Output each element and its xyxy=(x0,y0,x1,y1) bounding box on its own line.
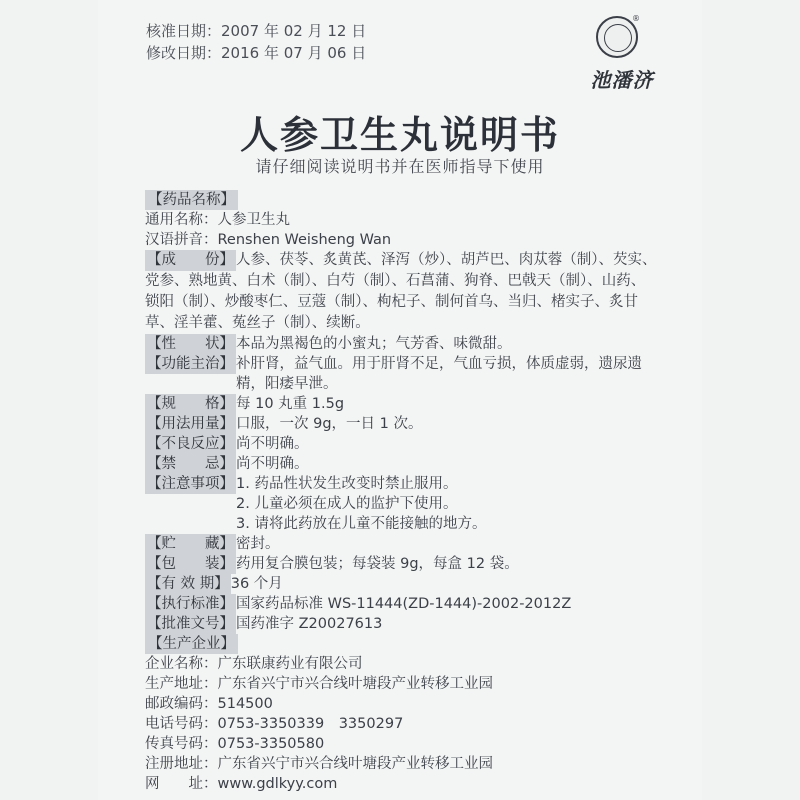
revision-date-line xyxy=(146,42,366,64)
approval-date-label: 核准日期： xyxy=(146,22,222,40)
precautions-row xyxy=(145,474,670,534)
properties-value: 本品为黑褐色的小蜜丸；气芳香、味微甜。 xyxy=(236,336,512,352)
ingredients-line-3: 锁阳（制）、炒酸枣仁、豆蔻（制）、枸杞子、制何首乌、当归、楮实子、炙甘 xyxy=(145,294,638,310)
specification-value: 每 10 丸重 1.5g xyxy=(236,396,345,412)
fax-label: 传真号码： xyxy=(145,736,218,752)
list-item: 2. 儿童必须在成人的监护下使用。 xyxy=(236,496,458,512)
storage-value: 密封。 xyxy=(236,536,280,552)
specification-row xyxy=(145,394,670,414)
company-label: 企业名称： xyxy=(145,656,218,672)
pinyin-value: Renshen Weisheng Wan xyxy=(217,232,392,248)
validity-row xyxy=(145,574,670,594)
approval-value: 国药准字 Z20027613 xyxy=(236,616,383,632)
postcode-label: 邮政编码： xyxy=(145,696,218,712)
address-row xyxy=(145,674,670,694)
standard-row xyxy=(145,594,670,614)
reg-address-value: 广东省兴宁市兴合线叶塘段产业转移工业园 xyxy=(217,756,493,772)
ingredients-line-2: 党参、熟地黄、白术（制）、白芍（制）、石菖蒲、狗脊、巴戟天（制）、山药、 xyxy=(145,273,646,289)
brand-seal-icon xyxy=(596,16,638,58)
storage-row xyxy=(145,534,670,554)
registered-mark-icon: ® xyxy=(632,14,640,23)
dosage-value: 口服，一次 9g，一日 1 次。 xyxy=(236,416,423,432)
package-value: 药用复合膜包装；每袋装 9g，每盒 12 袋。 xyxy=(236,556,519,572)
phone-row xyxy=(145,714,670,734)
adverse-value: 尚不明确。 xyxy=(236,436,309,452)
drug-name-heading: 【药品名称】 xyxy=(145,190,238,210)
page-subtitle: 请仔细阅读说明书并在医师指导下使用 xyxy=(255,157,545,176)
standard-value: 国家药品标准 WS-11444(ZD-1444)-2002-2012Z xyxy=(236,596,572,612)
manufacturer-section xyxy=(145,634,670,654)
pinyin-label: 汉语拼音： xyxy=(145,232,218,248)
storage-label: 【贮 藏】 xyxy=(147,536,234,552)
ingredients-label: 【成 份】 xyxy=(145,250,236,271)
website-link: www.gdlkyy.com xyxy=(217,776,338,792)
ingredients-text xyxy=(145,250,657,334)
contraindications-value: 尚不明确。 xyxy=(236,456,309,472)
pinyin-row xyxy=(145,230,670,250)
validity-value: 36 个月 xyxy=(230,576,283,592)
address-label: 生产地址： xyxy=(145,676,218,692)
package-row xyxy=(145,554,670,574)
list-item: 1. 药品性状发生改变时禁止服用。 xyxy=(236,476,458,492)
generic-name-row xyxy=(145,210,670,230)
postcode-row xyxy=(145,694,670,714)
indications-label: 【功能主治】 xyxy=(147,356,234,372)
brand-name: 池潘济 xyxy=(590,68,654,92)
specification-label: 【规 格】 xyxy=(147,396,234,412)
dosage-row xyxy=(145,414,670,434)
drug-name-section xyxy=(145,190,670,210)
indications-text xyxy=(236,354,642,394)
manufacturer-heading: 【生产企业】 xyxy=(145,634,238,654)
fax-row xyxy=(145,734,670,754)
properties-label: 【性 状】 xyxy=(147,336,234,352)
revision-date-label: 修改日期： xyxy=(146,44,222,62)
approval-date-value: 2007 年 02 月 12 日 xyxy=(221,22,367,40)
reg-address-row xyxy=(145,754,670,774)
company-row xyxy=(145,654,670,674)
seal-inner-ring xyxy=(604,24,632,52)
dosage-label: 【用法用量】 xyxy=(147,416,234,432)
fax-value: 0753-3350580 xyxy=(217,736,325,752)
ingredients-line-4: 草、淫羊藿、菟丝子（制）、续断。 xyxy=(145,315,370,331)
approval-label: 【批准文号】 xyxy=(147,616,234,632)
list-item: 3. 请将此药放在儿童不能接触的地方。 xyxy=(236,516,487,532)
contraindications-label: 【禁 忌】 xyxy=(147,456,234,472)
approval-row xyxy=(145,614,670,634)
validity-label: 【有 效 期】 xyxy=(147,576,229,592)
reg-address-label: 注册地址： xyxy=(145,756,218,772)
precautions-list xyxy=(236,474,486,534)
precautions-label: 【注意事项】 xyxy=(147,476,234,492)
indications-line-1: 补肝肾，益气血。用于肝肾不足，气血亏损，体质虚弱，遗尿遗 xyxy=(236,356,642,372)
standard-label: 【执行标准】 xyxy=(147,596,234,612)
company-value: 广东联康药业有限公司 xyxy=(217,656,363,672)
indications-row xyxy=(145,354,670,394)
generic-name-label: 通用名称： xyxy=(145,212,218,228)
generic-name-value: 人参卫生丸 xyxy=(217,212,290,228)
properties-row xyxy=(145,334,670,354)
phone-label: 电话号码： xyxy=(145,716,218,732)
website-row xyxy=(145,774,670,794)
revision-date-value: 2016 年 07 月 06 日 xyxy=(221,44,367,62)
approval-date-line xyxy=(146,20,366,42)
ingredients-line-1: 人参、茯苓、炙黄芪、泽泻（炒）、胡芦巴、肉苁蓉（制）、芡实、 xyxy=(236,252,657,268)
postcode-value: 514500 xyxy=(217,696,273,712)
indications-line-2: 精，阳痿早泄。 xyxy=(236,376,338,392)
address-value: 广东省兴宁市兴合线叶塘段产业转移工业园 xyxy=(217,676,493,692)
leaflet-body xyxy=(145,190,670,794)
website-label: 网 址： xyxy=(145,776,218,792)
date-block xyxy=(146,20,366,64)
package-label: 【包 装】 xyxy=(147,556,234,572)
page-title: 人参卫生丸说明书 xyxy=(239,113,560,157)
contraindications-row xyxy=(145,454,670,474)
phone-value: 0753-3350339 3350297 xyxy=(217,716,404,732)
ingredients-row xyxy=(145,250,670,334)
brand-logo xyxy=(562,16,682,106)
adverse-label: 【不良反应】 xyxy=(147,436,234,452)
adverse-row xyxy=(145,434,670,454)
